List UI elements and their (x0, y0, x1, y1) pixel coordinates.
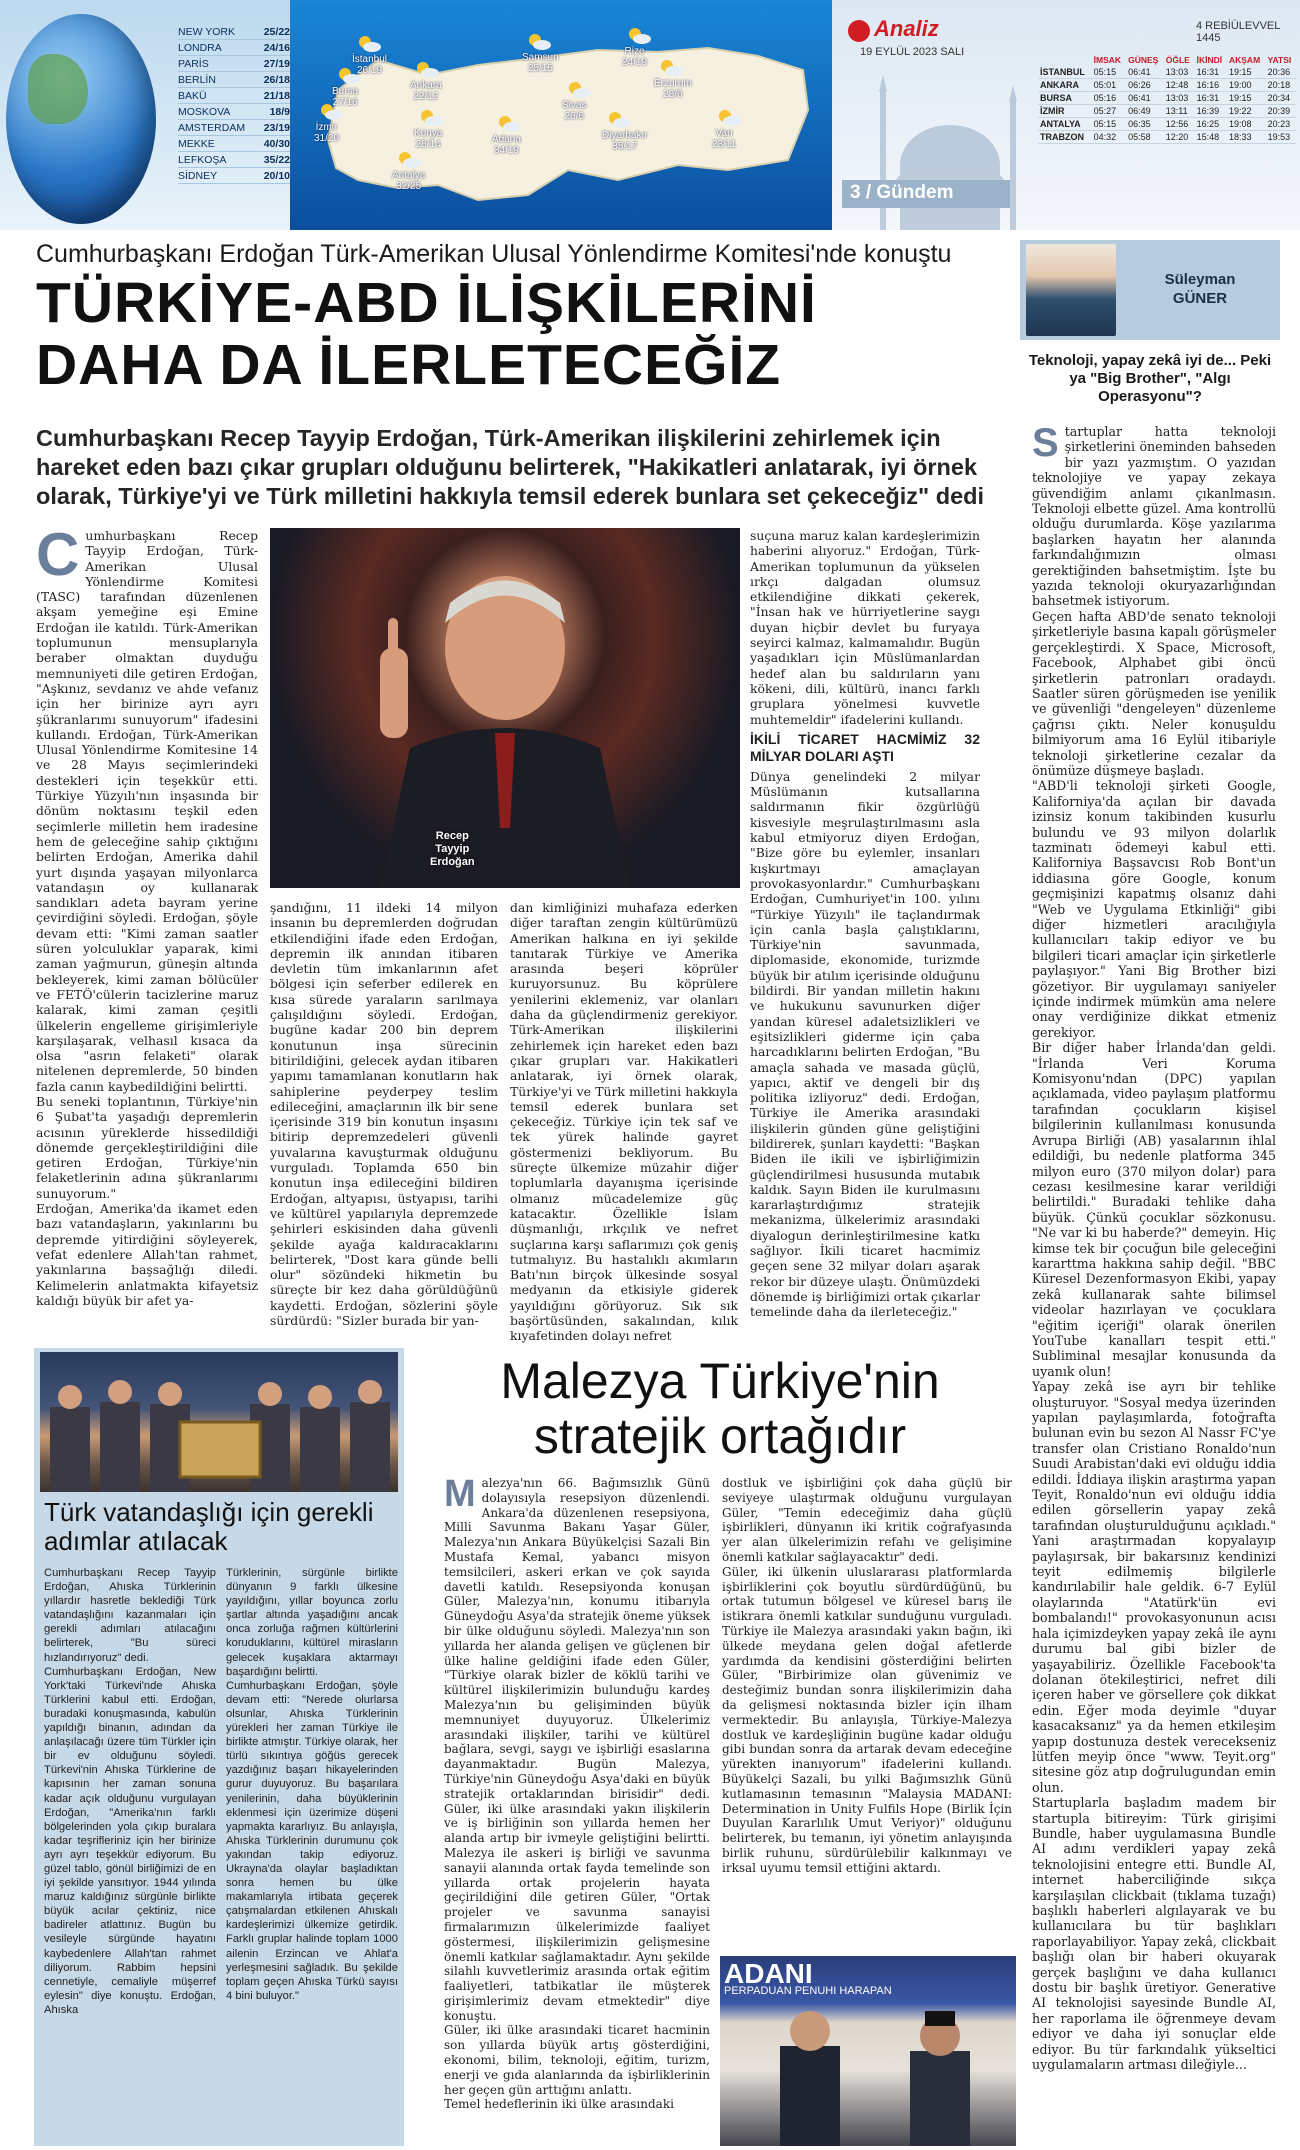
city-temp: 27/19 (263, 58, 290, 70)
prayer-time: 12:48 (1164, 79, 1195, 92)
prayer-time: 05:58 (1126, 131, 1164, 144)
subheading: İKİLİ TİCARET HACMİMİZ 32 MİLYAR DOLARI AŞTI (750, 730, 980, 764)
partly-cloudy-icon (716, 108, 742, 128)
city-name: AMSTERDAM (178, 122, 246, 134)
prayer-time: 06:26 (1126, 79, 1164, 92)
photo-caption: Recep Tayyip Erdoğan (430, 830, 475, 868)
main-col4b-text: Dünya genelindeki 2 milyar Müslümanın kutsallarına saldırmanın fikir özgürlüğü kisvesiyle meşrulaştırılmasını asla kabul etmiyoruz diyen Erdoğan, "Bize göre bu eylemler, insanları kışkırtmayı amaçlayan provokasyonlardır." Cumhurbaşkanı Erdoğan, Cumhuriyet'in 100. yılını "Türkiye Yüzyılı" ile taçlandırmak için canla başla çalıştıklarını, Türkiye'nin savunmada, diplomaside, ekonomide, turizmde büyük bir atılım içerisinde olduğunu bildirdi. Bir yandan milletin hakını ve hukukunu savunurken diğer yandan küresel adaletsizlikleri ve eşitsizlikleri giderme için çaba harcadıklarını belirten Erdoğan, "Bu amaçla sahada ve masada güçlü, yapıcı, aktif ve dengeli bir dış politika izliyoruz" dedi. Erdoğan, Türkiye ile Amerika arasındaki ilişkilerin günden güne geliştiğini bildirerek, şunları kaydetti: "Başkan Biden ile ikili ve işbirliğimizin güçlendirilmesi hususunda mutabık kaldık. Sayın Biden ile kurulmasını kararlaştırdığımız stratejik mekanizma, ülkelerimiz arasındaki diyalogun derinleştirilmesine katkı sağlıyor. İkili ticaret hacmimiz geçen sene 32 milyar doları aşarak rekor bir düzeye ulaştı. Önümüzdeki dönemde iş birliğimizi ortak çıkarlar temelinde daha da ilerleteceğiz." (750, 768, 980, 1320)
city-name: BAKÜ (178, 90, 207, 102)
prayer-time: 20:39 (1266, 105, 1296, 118)
prayer-time: 19:53 (1266, 131, 1296, 144)
city-temp: 40/30 (263, 138, 290, 150)
prayer-time: 16:31 (1195, 92, 1227, 105)
columnist-avatar (1026, 244, 1116, 336)
prayer-time: 20:23 (1266, 118, 1296, 131)
prayer-header: YATSI (1267, 55, 1292, 65)
prayer-time: 05:27 (1092, 105, 1126, 118)
turkey-weather-map (290, 0, 832, 230)
analiz-logo-icon (848, 20, 870, 42)
map-city-antalya: Antalya 32/25 (392, 170, 426, 192)
column-dropcap: S (1032, 421, 1059, 465)
prayer-time: 19:22 (1227, 105, 1266, 118)
prayer-row (1038, 66, 1296, 79)
city-temp: 25/22 (263, 26, 290, 38)
city-temp: 23/19 (263, 122, 290, 134)
headline-line-1: TÜRKİYE-ABD İLİŞKİLERİNİ (36, 271, 817, 335)
prayer-times-table (1038, 54, 1296, 144)
prayer-header: İMSAK (1093, 55, 1122, 65)
partly-cloudy-icon (526, 32, 552, 52)
dropcap: C (36, 521, 80, 588)
city-name: MEKKE (178, 138, 215, 150)
prayer-header: ÖĞLE (1165, 55, 1190, 65)
prayer-time: 19:15 (1227, 92, 1266, 105)
city-temp: 26/18 (263, 74, 290, 86)
prayer-time: 05:16 (1092, 92, 1126, 105)
partly-cloudy-icon (626, 26, 652, 46)
main-column-4 (750, 528, 980, 1328)
world-city-row (178, 24, 290, 40)
map-city-diyarbakir: Diyarbakır 35/17 (602, 130, 648, 152)
ahiska-group-photo (40, 1352, 398, 1492)
prayer-row (1038, 105, 1296, 118)
madani-banner: ADANI (724, 1958, 813, 1989)
ahiska-headline: Türk vatandaşlığı için gerekli adımlar atılacak (44, 1497, 374, 1556)
prayer-time: 19:08 (1227, 118, 1266, 131)
partly-cloudy-icon (496, 114, 522, 134)
main-column-3: dan kimliğinizi muhafaza ederken diğer taraftan zengin kültürümüzü Amerikan halkına en iyi şekilde tanıtarak Türkiye ve Amerika arasında beşeri köprüler kuruyorsunuz. Bu köprülere yenilerini eklemeniz, var olanları daha da güçlendirmeniz gerekiyor. Türk-Amerikan ilişkilerini zehirlemek için hareket eden bazı çıkar grupları var. Hakikatleri anlatarak, iyi örnek olarak, Türkiye'yi ve Türk milletini hakkıyla temsil ederek bunlara set çekeceğiz. Türkiye için tek saf ve tek yürek halinde gayret göstermenizi bekliyorum. Bu süreçte ülkemize müzahir diğer toplumlarla dayanışma içerisinde olmanız mücadelemize güç katacaktır. Özellikle İslam düşmanlığı, ırkçılık ve nefret suçlarına karşı saflarımızı çok geniş tutmalıyız. Bu hastalıklı akımların Batı'nın birçok ülkesinde sosyal medyanın da etkisiyle giderek yayıldığını görüyoruz. Sık sık başörtüsünden, sakalından, kılık kıyafetinden dolayı nefret (510, 900, 738, 1344)
city-name: LEFKOŞA (178, 154, 227, 166)
main-column-2: şandığını, 11 ildeki 14 milyon insanın bu depremlerden doğrudan etkilendiğini ifade eden Erdoğan, depremin ilk anından itibaren devletin tüm imkanlarının afet bölgesi için seferber edilerek en kısa sürede yaraların sarılmaya çalışıldığını söyledi. Erdoğan, bugüne kadar 200 bin deprem konutunun inşa sürecinin bitirildiğini, gelecek aydan itibaren yapımı tamamlanan konutların hak sahiplerine peyderpey teslim edileceğini, amaçlarının ilk bir sene içerisinde 319 bin konutun inşasını bitirip depremzedeleri güvenli yuvalarına kavuşturmak olduğunu vurguladı. Toplamda 650 bin konutun inşa edileceğini bildiren Erdoğan, altyapısı, üstyapısı, tarihi ve kültürel yapılarıyla depremzede şehirleri eskisinden daha güvenli şekilde ayağa kaldıracaklarını belirterek, "Dost kara günde belli olur" sözündeki hikmetin bu süreçte bir kez daha görüldüğünü kaydetti. Erdoğan, sözlerini şöyle sürdürdü: "Sizler burada bir yan- (270, 900, 498, 1329)
prayer-city: TRABZON (1038, 131, 1092, 144)
prayer-time: 20:34 (1266, 92, 1296, 105)
prayer-time: 15:48 (1195, 131, 1227, 144)
map-city-izmir: İzmir 31/20 (314, 122, 340, 144)
prayer-time: 13:03 (1164, 92, 1195, 105)
prayer-time: 20:18 (1266, 79, 1296, 92)
prayer-header: İKİNDİ (1196, 55, 1223, 65)
map-city-konya: Konya 25/14 (414, 128, 443, 150)
partly-cloudy-icon (318, 102, 344, 122)
prayer-row (1038, 118, 1296, 131)
city-name: BERLİN (178, 74, 216, 86)
main-kicker: Cumhurbaşkanı Erdoğan Türk-Amerikan Ulusal Yönlendirme Komitesi'nde konuştu (36, 240, 952, 268)
map-city-rize: Rize 24/19 (622, 46, 648, 68)
partly-cloudy-icon (414, 60, 440, 80)
prayer-city: ANTALYA (1038, 118, 1092, 131)
prayer-row (1038, 131, 1296, 144)
prayer-row (1038, 79, 1296, 92)
world-city-row (178, 120, 290, 136)
prayer-header: GÜNEŞ (1128, 55, 1159, 65)
map-city-ankara: Ankara 22/12 (410, 80, 442, 102)
headline-line-2: DAHA DA İLERLETECEĞİZ (36, 333, 782, 397)
world-cities-list (178, 24, 290, 184)
malaysia-headline (428, 1354, 1012, 1464)
city-temp: 18/9 (269, 106, 290, 118)
partly-cloudy-icon (658, 58, 684, 78)
ahiska-column-2: Türklerinin, sürgünle birlikte dünyanın 9 farklı ülkesine yayıldığını, yıllar boyunca zorlu şartlar altında yaşadığını ancak onca zorluğa rağmen kültürlerini koruduklarını, kültürel mirasların gelecek kuşaklara aktarmayı başardığını belirtti. Cumhurbaşkanı Erdoğan, şöyle devam etti: "Nerede olurlarsa olsunlar, Ahıska Türklerinin yürekleri her zaman Türkiye ile birlikte atmıştır. Türkiye olarak, her türlü sıkıntıya göğüs gerecek yazdığınız başarı hikayelerinden gurur duyuyoruz. Bu başarılara yenilerinin, daha büyüklerinin eklenmesi için üzerimize düşeni yapmakta kararlıyız. Bu anlayışla, Ahıska Türklerinin durumunu çok yakından takip ediyoruz. Ukrayna'da olaylar başladıktan sonra hemen bu ülke makamlarıyla irtibata geçerek çatışmalardan etkilenen Ahıskalı kardeşlerimizi ülkemize getirdik. Farklı gruplar halinde toplam 1000 ailenin Erzincan ve Ahlat'a yerleşmesini sağladık. Bu şekilde toplam geçen Ahıska Türkü sayısı 4 bini buluyor." (226, 1567, 398, 2002)
main-col4a-text: suçuna maruz kalan kardeşlerimizin haberini alıyoruz." Erdoğan, Türk-Amerikan toplumunun da yükselen ırkçı dalgadan olumsuz etkilendiğine dikkati çekerek, "İnsan hak ve hürriyetlerine saygı duyan hiçbir devlet bu furyaya seyirci kalmaz, kalmamalıdır. Bugün yaşadıkları için Müslümanlardan hedef alan bu saldırıların yanı kökeni, dili, kültürü, inancı farklı gruplara yönelmesi kuvvetle muhtemeldir" ifadelerini kullandı. (750, 528, 980, 727)
city-temp: 35/22 (263, 154, 290, 166)
prayer-time: 16:16 (1195, 79, 1227, 92)
map-city-samsun: Samsun 25/15 (522, 52, 559, 74)
prayer-time: 05:01 (1092, 79, 1126, 92)
world-city-row (178, 136, 290, 152)
column-body (1032, 421, 1276, 2136)
world-city-row (178, 152, 290, 168)
main-headline (36, 272, 996, 396)
prayer-time: 06:41 (1126, 66, 1164, 79)
prayer-city: ANKARA (1038, 79, 1092, 92)
map-city-sivas: Sivas 26/6 (562, 100, 587, 122)
malaysia-headline-line-2: stratejik ortağıdır (533, 1408, 907, 1464)
world-city-row (178, 88, 290, 104)
partly-cloudy-icon (606, 110, 632, 130)
world-city-row (178, 40, 290, 56)
partly-cloudy-icon (336, 66, 362, 86)
world-city-row (178, 104, 290, 120)
city-name: SİDNEY (178, 170, 218, 182)
prayer-time: 06:49 (1126, 105, 1164, 118)
partly-cloudy-icon (418, 108, 444, 128)
prayer-time: 20:36 (1266, 66, 1296, 79)
page-section-label: 3 / Gündem (842, 180, 1010, 208)
prayer-time: 16:31 (1195, 66, 1227, 79)
prayer-time: 16:25 (1195, 118, 1227, 131)
map-city-istanbul: İstanbul 26/19 (352, 54, 388, 76)
world-weather-panel (0, 0, 290, 230)
city-temp: 21/18 (263, 90, 290, 102)
map-city-van: Van 23/11 (712, 128, 737, 150)
city-name: NEW YORK (178, 26, 235, 38)
prayer-time: 06:41 (1126, 92, 1164, 105)
world-city-row (178, 168, 290, 184)
prayer-city: İZMİR (1038, 105, 1092, 118)
column-title: Teknoloji, yapay zekâ iyi de... Peki ya "Big Brother", "Algı Operasyonu"? (1028, 352, 1272, 405)
city-name: LONDRA (178, 42, 222, 54)
city-name: MOSKOVA (178, 106, 231, 118)
column-body-text: tartuplar hatta teknoloji şirketlerini öneminden bahseden bir yazı yazmıştım. O yazıdan teknolojiye ve yapay zekaya güvendiğim anlamı çıkanlmasın. Teknoloji elbette güzel. Ama kontrollü olduğu durumlarda. Köşe yazılarıma başlarken hayatın her alanında farkındalığımızın olması gerektiğinden bahsetmiştim. İşte bu yazıda teknoloji okuryazarlığından bahsetmek istiyorum. Geçen hafta ABD'de senato teknoloji şirketleriyle basına kapalı görüşmeler gerçekleştirdi. X Space, Microsoft, Facebook, Alphabet gibi öncü şirketlerin patronları oradaydı. Saatler süren görüşmeden ise yenilik ve güvenliği "dengeleyen" düzenleme çağrısı çıktı. Neler konuşuldu bilmiyorum ama 16 Eylül itibariyle teknoloji şirketlerine cezalar da önümüze düşmeye başladı. "ABD'li teknoloji şirketi Google, Kaliforniya'da açılan bir davada izinsiz konum takibinden kusurlu bulundu ve 93 milyon dolarlık tazminatı ödemeyi kabul etti. Kaliforniya Başsavcısı Rob Bont'un iddiasına göre Google, konum geçmişinizi kapatmış olsanız dahi "Web ve Uygulama Etkinliği" gibi diğer hizmetleri aracılığıyla kullanıcıları takip ediyor ve bu bilgileri ticari amaçlar için şirketlerle paylaşıyor." Yani Big Brother bizi gözetiyor. Bir uygulamayı saniyeler içinde indirmek mümkün ama nelere onay verdiğinize dikkat etmeniz gerekiyor. Bir diğer haber İrlanda'dan geldi. "İrlanda Veri Koruma Komisyonu'ndan (DPC) yapılan açıklamada, video paylaşım platformu tarafından çocukların kişisel bilgilerinin kullanılması konusunda Avrupa Birliği (AB) yasalarının ihlal edildiği, bu nedenle platforma 345 milyon euro (370 milyon dolar) para cezası kesilmesine karar verildiği belirtildi." Buradaki tehlike daha büyük. Çünkü çocuklar sözkonusu. "Ne var ki bu haberde?" demeyin. Hiç kimse tek bir çocuğun bile geleceğini kararttma hakkına sahip değil. "BBC Küresel Dezenformasyon Ekibi, yapay zekâ kullanarak sahte bilimsel videolar hazırlayan ve çocuklara "eğitim içeriği" olarak önerilen YouTube kanalları tespit etti." Subliminal mesajlar konusunda da uyanık olun! Yapay zekâ ise ayrı bir tehlike oluşturuyor. "Sosyal medya üzerinden yapılan paylaşımlarda, fotoğrafta bulunan evin bu sezon Al Nassr FC'ye transfer olan Cristiano Ronaldo'nun Suudi Arabistan'daki evi olduğu iddia edildi. İddiaya ilişkin araştırma yapan Teyit, Ronaldo'nun evi olduğu iddia edilen görsellerin yapay zekâ tarafından oluşturulduğunu açıkladı." Yani araştırmadan kopyalayıp paylaşırsak, bir bakarsınız kendinizi teyit edilmemiş bilgilerle kandırılabilir hale geldik. 6-7 Eylül olaylarında "Atatürk'ün evi bombalandı!" provokasyonunun acısı hala içimizdeyken yapay zekâ ile aynı durumu bal gibi bizler de yaşayabiliriz. Özellikle Facebook'ta dolanan ötekileştirici, nefret dili içeren haber ve görsellere çok dikkat edin. Eğer moda deyimle "duyar kasacaksanız" ya da hemen etkileşim yapıp dostunuza destek verecekseniz lütfen meyip önce "www. Teyit.org" sitesine göz atıp doğrulugundan emin olun. Startuplarla başladım madem bir startupla bitireyim: Türk girişimi Bundle, haber uygulamasına Bundle AI adını verdikleri yapay zekâ teknolojisini entegre etti. Bundle AI, internet haberciliğinde sıkça karşılaşılan clickbait (tıklama tuzağı) başlıklı haberleri algılayarak ve bu kullanıcılara bu tür başlıkları raporlayabiliyor. Yapay zekâ, clickbait başlığı olan bir haberi okuyarak gerçek başlığını ve daha kullanıcı dostu bir başlık üretiyor. Generative AI teknolojisi sayesinde Bundle AI, her raporlama ile öğrenmeye devam ediyor ve daha iyi sonuçlar elde ediyor. Bu tür farkındalık yükseltici uygulamaların artması dileğiyle... (1032, 424, 1276, 2073)
world-city-row (178, 56, 290, 72)
prayer-time: 16:39 (1195, 105, 1227, 118)
prayer-time: 13:03 (1164, 66, 1195, 79)
malaysia-headline-line-1: Malezya Türkiye'nin (500, 1353, 940, 1409)
prayer-time: 12:20 (1164, 131, 1195, 144)
prayer-row (1038, 92, 1296, 105)
malaysia-col1-text: alezya'nın 66. Bağımsızlık Günü dolayısıyla resepsiyon düzenlendi. Ankara'da düzenlenen resepsiyona, Milli Savunma Bakanı Yaşar Güler, Malezya'nın Ankara Büyükelçisi Sazali Bin Mustafa Kemal, yabancı misyon temsilcileri, askeri erkan ve çok sayıda davetli katıldı. Resepsiyonda konuşan Güler, Malezya'nın, konumu itibarıyla Güneydoğu Asya'da stratejik öneme yüksek bir ülke olduğunu söyledi. Malezya'nın son yıllarda her alanda gelişen ve güçlenen bir ülke haline geldiğini ifade eden Güler, "Türkiye olarak bizler de köklü tarihi ve kültürel ilişkilerimizin bulunduğu kardeş Malezya'nın bu gelişiminden büyük memnuniyet duyuyoruz. Ülkelerimiz arasındaki ilişkiler, tarihi ve kültürel bağlara, sevgi, saygı ve işbirliği esaslarına dayanmaktadır. Bugün Malezya, Türkiye'nin Güneydoğu Asya'daki en büyük stratejik ortaklarından birisidir" dedi. Güler, iki ülke arasındaki yakın ilişkilerin ve iş birliğinin son yıllarda hemen her alanda artıp bir ivmeyle geliştiğini belirtti. Malezya ile askeri iş birliği ve savunma sanayii alanında ortak fayda temelinde son yıllarda ortak projelerin hayata geçirildiğini dile getiren Güler, "Ortak projeler ve savunma sanayisi firmalarımızın ülkelerimizde faaliyet göstermesi, ilişkilerimizin gelişmesine önemli katkılar sağlamaktadır. Aynı şekilde silahlı kuvvetlerimiz arasında ortak eğitim faaliyetleri, tatbikatlar ile müşterek girişimlerimiz devam etmektedir" diye konuştu. Güler, iki ülke arasındaki ticaret hacminin son yıllarda büyük artış gösterdiğini, ekonomi, bilim, teknoloji, eğitim, turizm, enerji ve gıda alanlarında da işbirliklerinin her geçen gün arttığını anlattı. Temel hedeflerinin iki ülke arasındaki (444, 1476, 710, 2112)
prayer-time: 05:15 (1092, 66, 1126, 79)
map-city-adana: Adana 34/19 (492, 134, 521, 156)
main-column-1 (36, 521, 258, 1328)
city-name: PARİS (178, 58, 209, 70)
prayer-time: 13:11 (1164, 105, 1195, 118)
columnist-name: Süleyman GÜNER (1164, 271, 1236, 307)
prayer-time: 04:32 (1092, 131, 1126, 144)
malaysia-column-1 (444, 1473, 710, 2146)
main-col1-text: umhurbaşkanı Recep Tayyip Erdoğan, Türk-Amerikan Ulusal Yönlendirme Komitesi (TASC) tarafından düzenlenen akşam yemeğine eşi Emine Erdoğan ile katıldı. Türk-Amerikan toplumunun mensuplarıyla beraber olmaktan duyduğu memnuniyeti dile getiren Erdoğan, "Aşkınız, sevdanız ve ahde vefanız için her birinize ayrı ayrı şükranlarımı sunuyorum" ifadesini kullandı. Erdoğan, Türk-Amerikan Ulusal Yönlendirme Komitesine 14 ve 28 Mayıs seçimlerindeki destekleri için teşekkür etti. Türkiye Yüzyılı'nın inşasında bir dönüm noktasını teşkil eden seçimlerle milletin hem iradesine hem de geleceğine sahip çıktığını belirten Erdoğan, Amerika dahil yurt dışında yaşayan milyonlarca vatandaşın oy kullanarak sandıkları adeta bayram yerine çevirdiğini söyledi. Erdoğan, şöyle devam etti: "Kimi zaman saatler süren yolculuklar yaparak, kimi zaman yağmurun, güneşin altında bekleyerek, kimi zaman bölücüler ve FETÖ'cülerin tacizlerine maruz kalarak, kimi zaman çeşitli ülkelerin engelleme girişimleriyle karşılaşarak, velhasıl kısaca da olsa "asrın felaketi" olarak nitelenen depremlerde, 50 binden fazla canın kaybedildiğini belirtti. Bu seneki toplantının, Türkiye'nin 6 Şubat'ta yaşadığı depremlerin acısının yüreklerde hissedildiği dönemde gerçekleştirildiğini dile getiren Erdoğan, Türkiye'nin felaketlerinin adına şükranlarımı sunuyorum." Erdoğan, Amerika'da ikamet eden bazı vatandaşların, yakınlarını bu depremde yitirdiğini söyleyerek, vefat edenlere Allah'tan rahmet, yakınlarına başsağlığı diledi. Kelimelerin anlatmakta kifayetsiz kaldığı büyük bir afet ya- (36, 528, 258, 1308)
group-people-icon (40, 1352, 398, 1492)
prayer-time: 18:33 (1227, 131, 1266, 144)
speaker-silhouette-icon (270, 528, 740, 888)
prayer-time: 05:15 (1092, 118, 1126, 131)
partly-cloudy-icon (566, 80, 592, 100)
city-temp: 20/10 (263, 170, 290, 182)
prayer-time: 06:35 (1126, 118, 1164, 131)
ahiska-column-1: Cumhurbaşkanı Recep Tayyip Erdoğan, Ahıska Türklerinin yıllardır hasretle beklediği Türk vatandaşlığını kazanmaları için gerekli adımları atılacağını belirterek, "Bu süreci hızlandırıyoruz" dedi. Cumhurbaşkanı Erdoğan, New York'taki Türkevi'nde Ahıska Türklerini kabul etti. Erdoğan, buradaki konuşmasında, kabulün yapıldığı binanın, adından da anlaşılacağı üzere tüm Türkler için bir ev olduğunu söyledi. Türkevi'nin Ahıska Türklerine de kapısının her zaman sonuna kadar açık olduğunu vurgulayan Erdoğan, "Amerika'nın farklı bölgelerinden yola çıkıp buralara kadar teşrifleriniz için her birinize ayrı ayrı teşekkür ediyorum. Bu güzel tablo, gönül birliğimizi de en iyi şekilde yansıtıyor. 1944 yılında maruz kaldığınız sürgünle birlikte büyük acılar çektiniz, nice badireler atlattınız. Bugün bu vesileyle sürgünde hayatını kaybedenlere Allah'tan rahmet diliyorum. Rabbim hepsini cennetiyle, cemaliyle müşerref eylesin" diye konuştu. Erdoğan, Ahıska (44, 1567, 216, 2016)
madani-banner-sub: PERPADUAN PENUHI HARAPAN (724, 1985, 892, 1997)
prayer-header: AKŞAM (1228, 55, 1261, 65)
globe-icon (6, 14, 156, 224)
newspaper-logo: Analiz (874, 16, 939, 41)
map-city-bursa: Bursa 27/16 (332, 86, 359, 108)
city-temp: 24/16 (263, 42, 290, 54)
malaysia-dropcap: M (444, 1473, 476, 1515)
world-city-row (178, 72, 290, 88)
prayer-city: İSTANBUL (1038, 66, 1092, 79)
partly-cloudy-icon (396, 150, 422, 170)
partly-cloudy-icon (356, 34, 382, 54)
erdogan-photo (270, 528, 740, 888)
issue-date: 19 EYLÜL 2023 SALI (860, 46, 965, 58)
prayer-time: 19:00 (1227, 79, 1266, 92)
prayer-city: BURSA (1038, 92, 1092, 105)
hijri-date: 4 REBİÜLEVVEL 1445 (1196, 20, 1280, 44)
prayer-time: 19:15 (1227, 66, 1266, 79)
map-city-erzurum: Erzurum 23/6 (654, 78, 692, 100)
main-deck: Cumhurbaşkanı Recep Tayyip Erdoğan, Türk-Amerikan ilişkilerini zehirlemek için hareket eden bazı çıkar grupları olduğunu belirterek, "Hakikatleri anlatarak, iyi örnek olarak, Türkiye'yi ve Türk milletini hakkıyla temsil ederek bunlara set çekeceğiz" dedi (36, 425, 985, 509)
malaysia-column-2: dostluk ve işbirliğini çok daha güçlü bir seviyeye ulaştırmak olduğunu vurgulayan Güler, "Temin edeceğimiz daha güçlü işbirlikleri, dünyanın iki kritik coğrafyasında yer alan ülkelerimizin refahı ve gelişimine önemli katkılar sağlayacaktır" dedi. Güler, iki ülkenin uluslararası platformlarda işbirliklerini çok boyutlu sürdürdüğünü, bu ortak tutumun bölgesel ve küresel barış ile istikrara önemli katkılar sunduğunu vurguladı. Türkiye ile Malezya arasındaki yakın bağın, iki ülkede meydana gelen doğal afetlerde yardımda da kendisini gösterdiğini belirten Güler, "Birbirimize olan güvenimiz ve desteğimiz bundan sonra ilişkilerimizin daha da gelişmesi noktasında bizler için ilham vermektedir. Bu anlayışla, Türkiye-Malezya dostluk ve kardeşliğinin bugüne kadar olduğu gibi bundan sonra da artarak devam edeceğine yürekten inanıyorum" ifadelerini kullandı. Büyükelçi Sazali, bu yılki Bağımsızlık Günü kutlamasının temasının "Malaysia MADANI: Determination in Unity Fulfils Hope (Birlik İçin Duyulan Kararlılık Umut Veriyor)" olduğunu belirterek, bu temanın, iyi yönetim anlayışında birlik ruhunu, sürdürülebilir kalkınmayı ve irksal uyumu temsil ettiğini aktardı. (722, 1476, 1012, 1875)
prayer-time: 12:56 (1164, 118, 1195, 131)
